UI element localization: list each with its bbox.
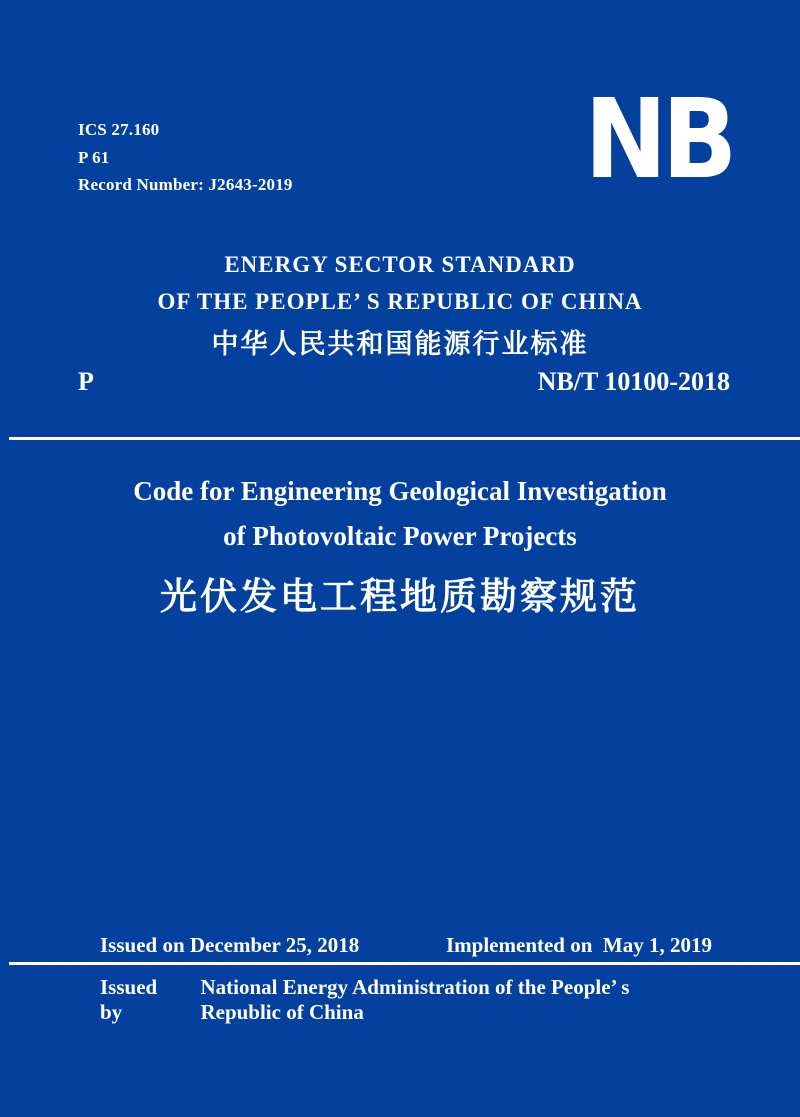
classification-letter: P: [78, 367, 94, 396]
ics-code: ICS 27.160: [78, 120, 160, 139]
nb-logo: NB: [584, 75, 732, 203]
dates-row: [100, 933, 712, 958]
classification-code: P 61: [78, 147, 110, 167]
issued-by-label: Issued by: [100, 975, 163, 1025]
record-number: Record Number: J2643-2019: [78, 175, 293, 194]
standard-code: NB/T 10100-2018: [537, 367, 730, 396]
standard-header-zh: 中华人民共和国能源行业标准: [211, 329, 589, 359]
standard-header-en-line2: OF THE PEOPLE’ S REPUBLIC OF CHINA: [157, 289, 643, 314]
divider-bottom: [9, 962, 800, 965]
title-zh: 光伏发电工程地质勘察规范: [160, 577, 640, 618]
classification-block: [78, 116, 293, 199]
issued-by-row: [100, 975, 712, 1025]
title-en-line1: Code for Engineering Geological Investigation: [133, 476, 667, 506]
divider-top: [9, 437, 800, 440]
standard-header-en-line1: ENERGY SECTOR STANDARD: [224, 252, 576, 277]
issued-on-date: Issued on December 25, 2018: [100, 933, 360, 957]
code-row: [78, 368, 730, 397]
issued-by-value: National Energy Administration of the People’ s Republic of China: [200, 975, 635, 1025]
implemented-on-date: Implemented on May 1, 2019: [446, 933, 712, 957]
title-en-line2: of Photovoltaic Power Projects: [223, 521, 577, 551]
